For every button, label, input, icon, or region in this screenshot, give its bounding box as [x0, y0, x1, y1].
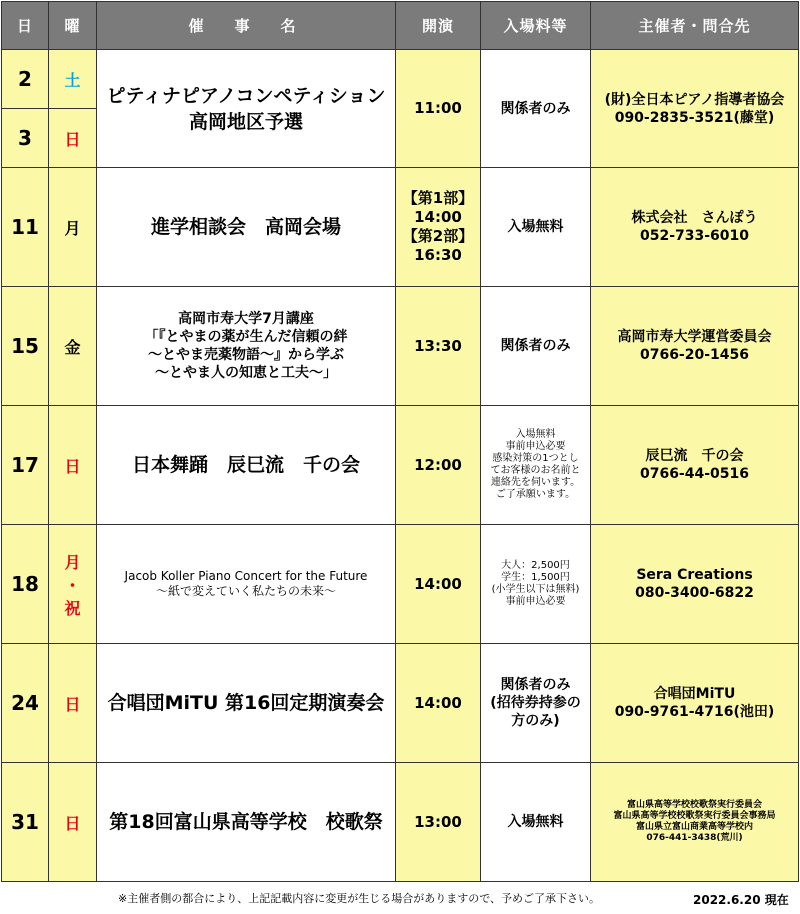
footer-note: ※主催者側の都合により、上記記載内容に変更が生じる場合がありますので、予めご了承下さい。: [118, 892, 600, 905]
fee-line: てお客様のお名前と: [490, 465, 581, 476]
day-cell: 31: [2, 763, 49, 882]
table-row: [2, 406, 799, 525]
event-line: 合唱団MiTU 第16回定期演奏会: [107, 692, 385, 714]
event-line: ～紙で変えていく私たちの未来～: [155, 584, 336, 598]
table-row: [2, 644, 799, 763]
organizer-line: (財)全日本ピアノ指導者協会: [604, 91, 785, 108]
fee-line: 連絡先を伺います。: [490, 477, 581, 488]
start-cell: [396, 406, 481, 525]
organizer-line: 合唱団MiTU: [653, 686, 736, 702]
organizer-cell: [591, 287, 799, 406]
weekday-line: ・: [64, 575, 81, 595]
start-cell: [396, 50, 481, 168]
organizer-line: 0766-20-1456: [639, 347, 750, 363]
organizer-line: 高岡市寿大学運営委員会: [617, 329, 772, 345]
fee-line: 入場無料: [507, 219, 564, 235]
table-row: [2, 763, 799, 882]
start-time: 【第1部】: [402, 189, 474, 207]
weekday-cell: 日: [49, 644, 97, 763]
organizer-line: 076-441-3438(荒川): [646, 833, 743, 843]
fee-line: 入場無料: [515, 429, 556, 440]
start-cell: [396, 168, 481, 287]
event-line: Jacob Koller Piano Concert for the Future: [124, 569, 368, 583]
day-cell: 15: [2, 287, 49, 406]
as-of-date: 2022.6.20 現在: [693, 893, 789, 907]
organizer-cell: [591, 763, 799, 882]
start-cell: [396, 644, 481, 763]
event-cell: [97, 644, 396, 763]
start-time: 16:30: [414, 246, 462, 264]
event-cell: [97, 287, 396, 406]
weekday-cell: 月: [49, 168, 97, 287]
organizer-cell: [591, 50, 799, 168]
start-time: 14:00: [414, 208, 462, 226]
fee-line: ご了承願います。: [495, 489, 576, 500]
fee-cell: [481, 406, 591, 525]
table-row: [2, 525, 799, 644]
weekday-cell: [49, 525, 97, 644]
start-time: 13:30: [414, 336, 462, 355]
weekday-cell: 日: [49, 406, 97, 525]
organizer-cell: [591, 644, 799, 763]
event-cell: [97, 50, 396, 168]
fee-line: 関係者のみ: [500, 338, 571, 354]
fee-cell: [481, 50, 591, 168]
fee-line: (小学生以下は無料): [491, 584, 580, 595]
start-time: 13:00: [414, 812, 462, 831]
day-cell: 24: [2, 644, 49, 763]
event-line: ～とやま人の知恵と工夫～」: [155, 365, 337, 381]
day-cell: 3: [2, 109, 49, 168]
header-fee: 入場料等: [481, 2, 591, 50]
organizer-cell: [591, 168, 799, 287]
header-day: 日: [2, 2, 49, 50]
fee-cell: [481, 525, 591, 644]
event-line: 高岡地区予選: [188, 110, 303, 133]
fee-line: 事前申込必要: [505, 441, 566, 452]
organizer-line: 辰巳流 千の会: [645, 448, 744, 464]
fee-line: 方のみ): [511, 713, 560, 729]
schedule-table: [1, 1, 799, 882]
fee-line: 入場無料: [507, 814, 564, 830]
event-line: ～とやま売薬物語～』から学ぶ: [148, 347, 344, 363]
weekday-cell: 土: [49, 50, 97, 109]
fee-line: 関係者のみ: [500, 677, 571, 693]
fee-line: 関係者のみ: [500, 100, 571, 117]
organizer-line: 富山県立富山商業高等学校内: [635, 822, 753, 832]
start-cell: [396, 287, 481, 406]
table-row: [2, 287, 799, 406]
day-cell: 11: [2, 168, 49, 287]
organizer-line: 090-2835-3521(藤堂): [614, 109, 775, 126]
organizer-line: 富山県高等学校校歌祭実行委員会事務局: [613, 811, 776, 821]
weekday-cell: 日: [49, 109, 97, 168]
day-cell: 18: [2, 525, 49, 644]
fee-line: (招待券持参の: [490, 695, 581, 711]
fee-line: 感染対策の1つとし: [492, 453, 579, 464]
start-time: 12:00: [414, 455, 462, 474]
organizer-line: 052-733-6010: [639, 228, 750, 244]
event-line: 進学相談会 高岡会場: [150, 216, 341, 238]
organizer-line: 富山県高等学校校歌祭実行委員会: [626, 800, 762, 810]
organizer-line: 090-9761-4716(池田): [614, 704, 775, 720]
event-line: 高岡市寿大学7月講座: [178, 311, 314, 327]
event-cell: [97, 763, 396, 882]
fee-line: 事前申込必要: [505, 596, 566, 607]
organizer-line: 株式会社 さんぽう: [631, 210, 758, 226]
fee-cell: [481, 644, 591, 763]
header-start: 開演: [396, 2, 481, 50]
header-weekday: 曜: [49, 2, 97, 50]
weekday-cell: 金: [49, 287, 97, 406]
event-line: 日本舞踊 辰巳流 千の会: [131, 454, 360, 476]
fee-cell: [481, 763, 591, 882]
event-cell: [97, 525, 396, 644]
organizer-cell: [591, 525, 799, 644]
weekday-cell: 日: [49, 763, 97, 882]
day-cell: 17: [2, 406, 49, 525]
event-cell: [97, 168, 396, 287]
start-cell: [396, 763, 481, 882]
fee-line: 大人：2,500円: [501, 560, 570, 571]
fee-line: 学生：1,500円: [501, 572, 570, 583]
start-time: 11:00: [414, 99, 462, 117]
table-row: [2, 168, 799, 287]
event-line: ピティナピアノコンペティション: [106, 84, 386, 107]
organizer-line: 080-3400-6822: [635, 585, 754, 601]
start-time: 【第2部】: [402, 227, 474, 245]
day-cell: 2: [2, 50, 49, 109]
weekday-line: 祝: [64, 598, 81, 618]
header-organizer: 主催者・問合先: [591, 2, 799, 50]
fee-cell: [481, 287, 591, 406]
event-line: 「『とやまの薬が生んだ信頼の絆: [144, 329, 348, 345]
event-cell: [97, 406, 396, 525]
weekday-line: 月: [64, 552, 81, 572]
header-row: [2, 2, 799, 50]
event-line: 第18回富山県高等学校 校歌祭: [109, 811, 383, 833]
organizer-line: Sera Creations: [636, 567, 753, 583]
start-time: 14:00: [414, 693, 462, 712]
organizer-line: 0766-44-0516: [639, 466, 750, 482]
start-cell: [396, 525, 481, 644]
header-event: 催 事 名: [97, 2, 396, 50]
fee-cell: [481, 168, 591, 287]
table-row: [2, 50, 799, 109]
start-time: 14:00: [414, 574, 462, 593]
organizer-cell: [591, 406, 799, 525]
